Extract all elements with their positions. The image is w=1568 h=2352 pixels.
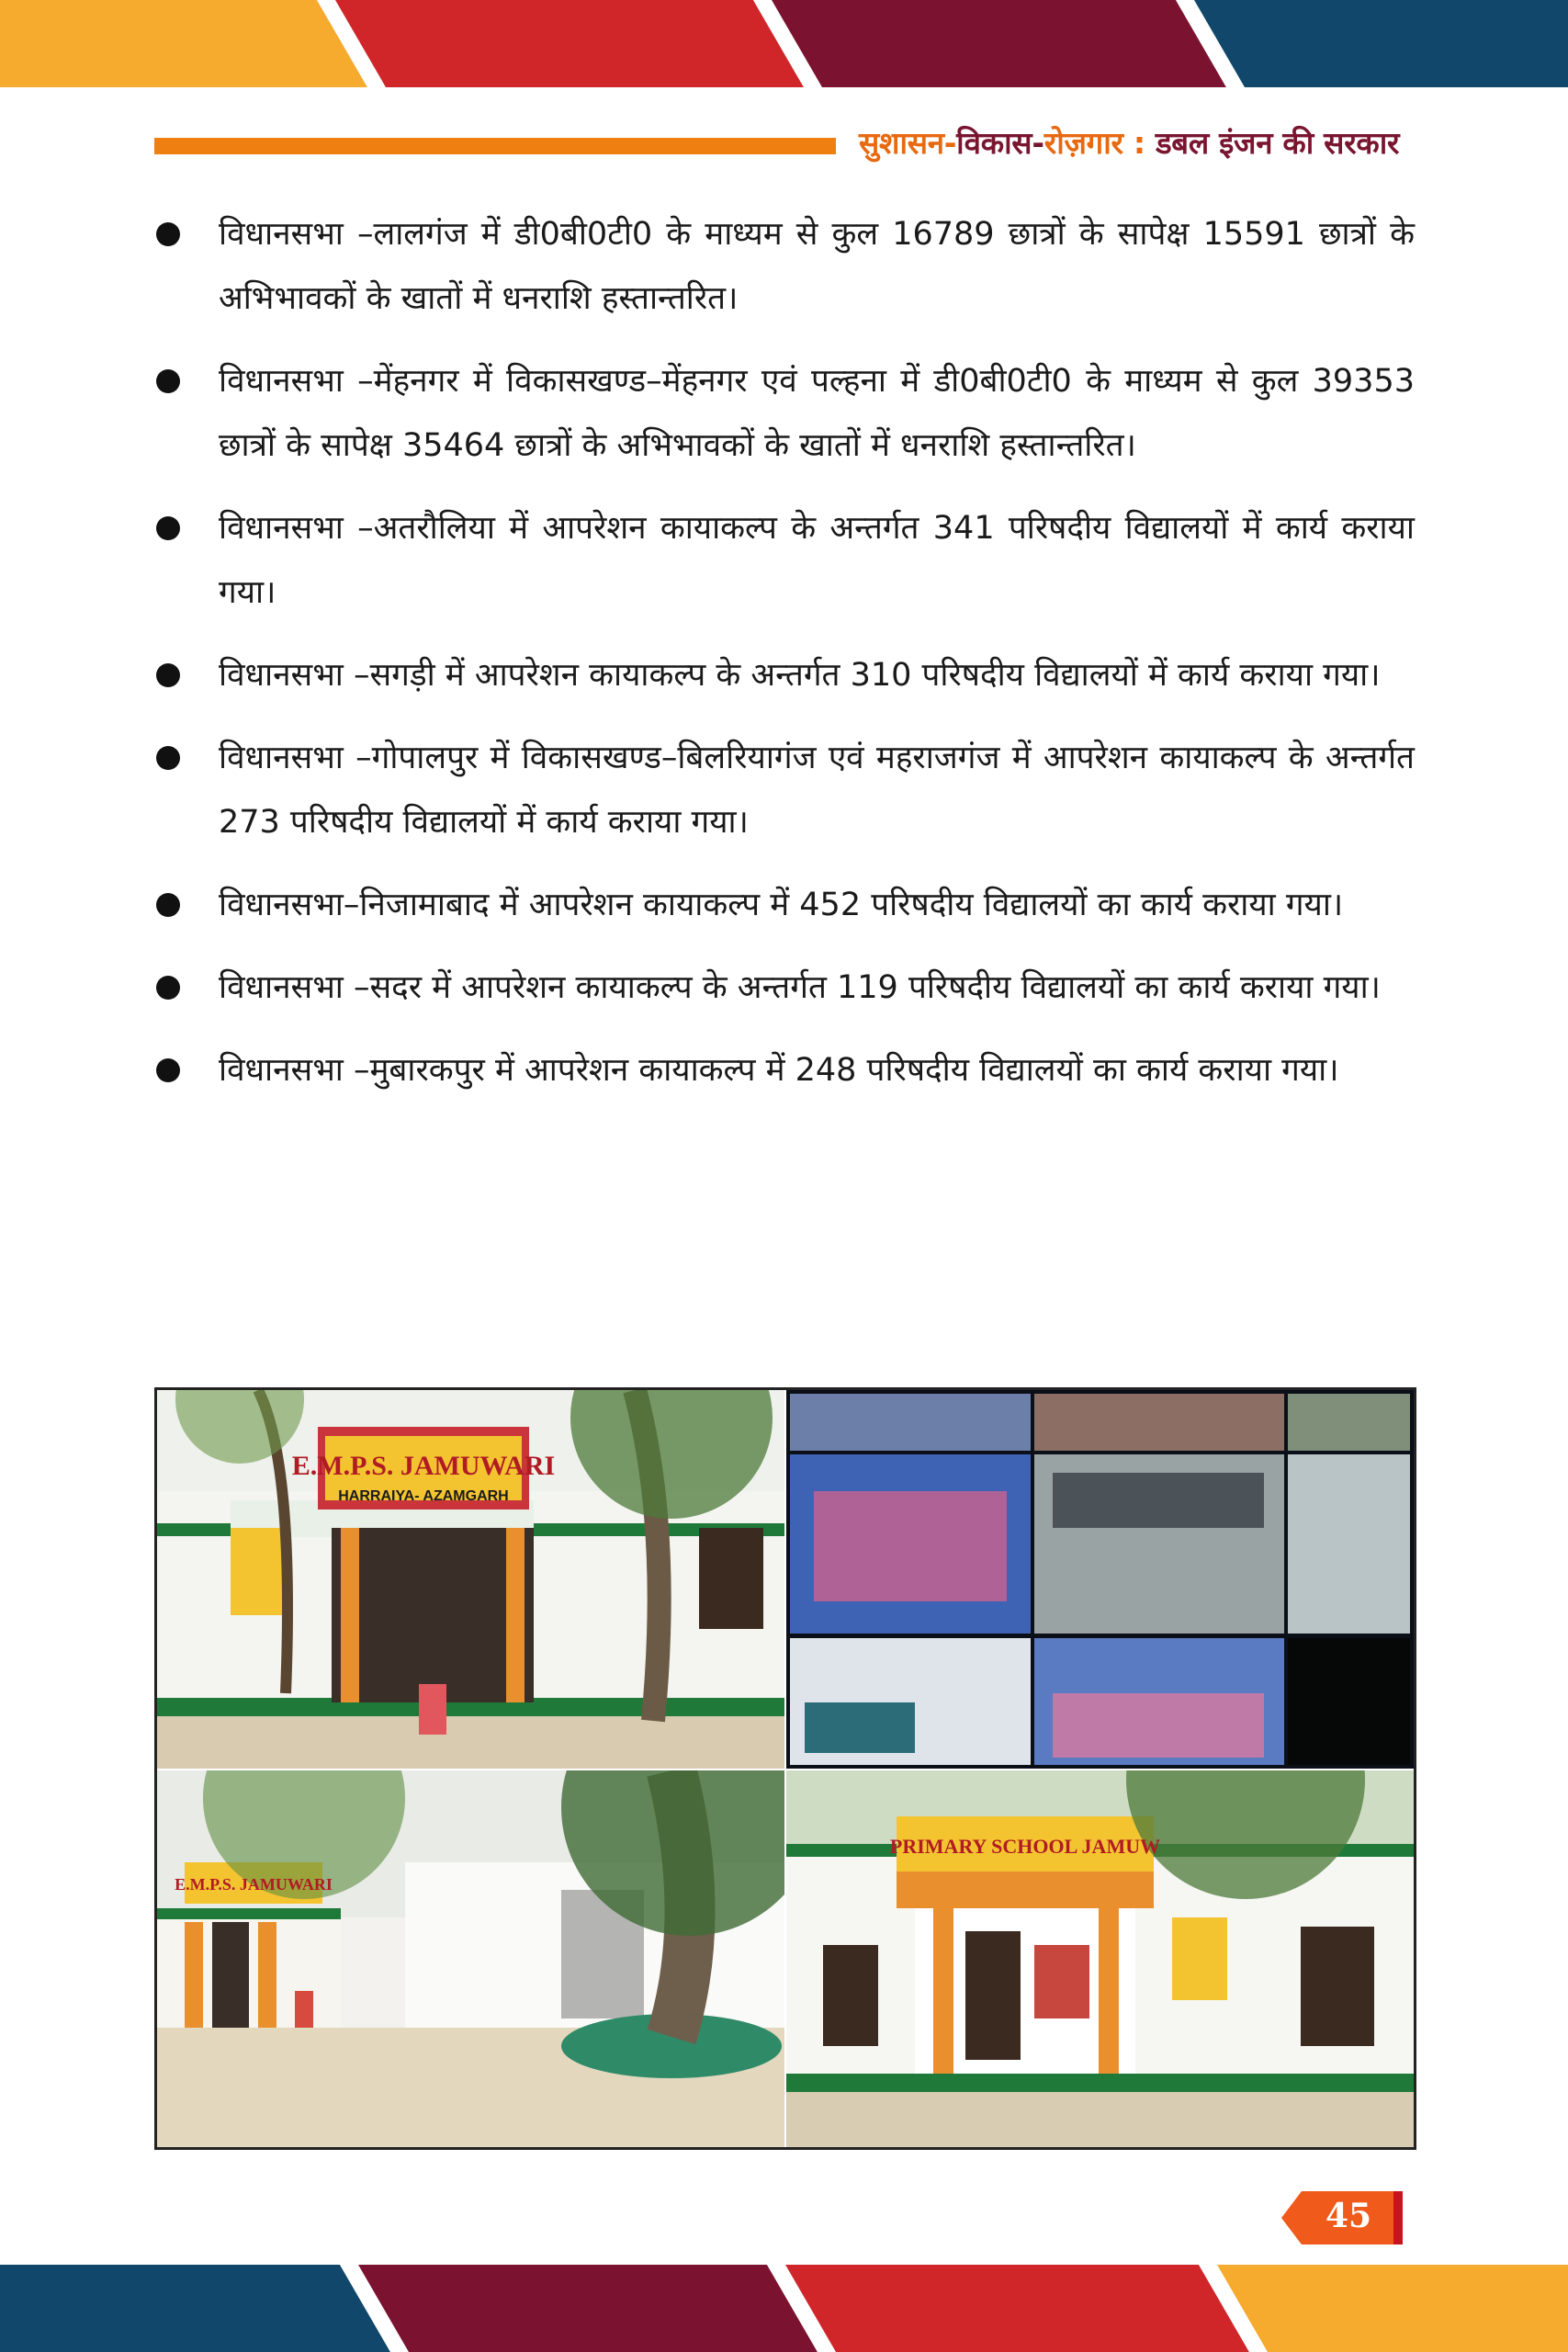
list-item	[154, 643, 1415, 707]
list-item	[154, 1038, 1415, 1102]
school-entrance-photo	[157, 1390, 784, 1769]
cctv-monitor-photo	[786, 1390, 1414, 1769]
bullet-dot	[156, 222, 180, 246]
school-sign-subtext: HARRAIYA- AZAMGARH	[338, 1488, 509, 1504]
bullet-dot	[156, 369, 180, 393]
bullet-dot	[156, 663, 180, 687]
header-part-4: डबल इंजन की सरकार	[1155, 125, 1400, 161]
list-item	[154, 956, 1415, 1020]
school-sign-text: PRIMARY SCHOOL JAMUW	[889, 1835, 1161, 1858]
header-part-3: रोज़गार :	[1043, 125, 1156, 161]
list-item-text: विधानसभा –अतरौलिया में आपरेशन कायाकल्प के अन्तर्गत 341 परिषदीय विद्यालयों में कार्य कराया गया।	[219, 510, 1415, 611]
running-header	[859, 121, 1410, 163]
bullet-dot	[156, 1058, 180, 1082]
header-part-1: सुशासन-	[859, 125, 957, 161]
top-color-band	[0, 0, 1568, 87]
list-item-text: विधानसभा –लालगंज में डी0बी0टी0 के माध्यम से कुल 16789 छात्रों के सापेक्ष 15591 छात्रों के अभिभावकों के खातों में धनराशि हस्तान्तरित।	[219, 216, 1415, 317]
list-item	[154, 496, 1415, 625]
bullet-dot	[156, 893, 180, 917]
list-item-text: विधानसभा–निजामाबाद में आपरेशन कायाकल्प में 452 परिषदीय विद्यालयों का कार्य कराया गया।	[219, 887, 1344, 923]
bullet-dot	[156, 976, 180, 1000]
school-sign-text: E.M.P.S. JAMUWARI	[291, 1451, 556, 1481]
list-item-text: विधानसभा –मेंहनगर में विकासखण्ड–मेंहनगर एवं पल्हना में डी0बी0टी0 के माध्यम से कुल 39353 छात्रों के सापेक्ष 35464 छात्रों के अभिभावकों के खातों में धनराशि हस्तान्तरित।	[219, 363, 1415, 464]
list-item	[154, 349, 1415, 478]
page-number-tab	[1281, 2191, 1410, 2245]
list-item-text: विधानसभा –गोपालपुर में विकासखण्ड–बिलरियागंज एवं महराजगंज में आपरेशन कायाकल्प के अन्तर्गत 273 परिषदीय विद्यालयों में कार्य कराया गया।	[219, 740, 1415, 841]
header-part-2: विकास-	[956, 125, 1044, 161]
bottom-color-band	[0, 2265, 1568, 2352]
bullet-dot	[156, 746, 180, 770]
page-number-tab-edge	[1393, 2191, 1403, 2245]
school-courtyard-photo	[157, 1770, 784, 2147]
list-item	[154, 202, 1415, 331]
school-sign-text: E.M.P.S. JAMUWARI	[175, 1875, 333, 1894]
bullet-dot	[156, 516, 180, 540]
list-item	[154, 873, 1415, 937]
school-building-photo	[786, 1770, 1414, 2147]
photo-collage	[154, 1387, 1416, 2150]
list-item	[154, 726, 1415, 854]
achievement-list	[154, 202, 1415, 1121]
list-item-text: विधानसभा –सदर में आपरेशन कायाकल्प के अन्तर्गत 119 परिषदीय विद्यालयों का कार्य कराया गया।	[219, 969, 1381, 1006]
header-orange-rule	[154, 138, 836, 154]
list-item-text: विधानसभा –मुबारकपुर में आपरेशन कायाकल्प में 248 परिषदीय विद्यालयों का कार्य कराया गया।	[219, 1052, 1339, 1089]
page-number: 45	[1325, 2197, 1372, 2235]
list-item-text: विधानसभा –सगड़ी में आपरेशन कायाकल्प के अन्तर्गत 310 परिषदीय विद्यालयों में कार्य कराया गया।	[219, 657, 1381, 694]
